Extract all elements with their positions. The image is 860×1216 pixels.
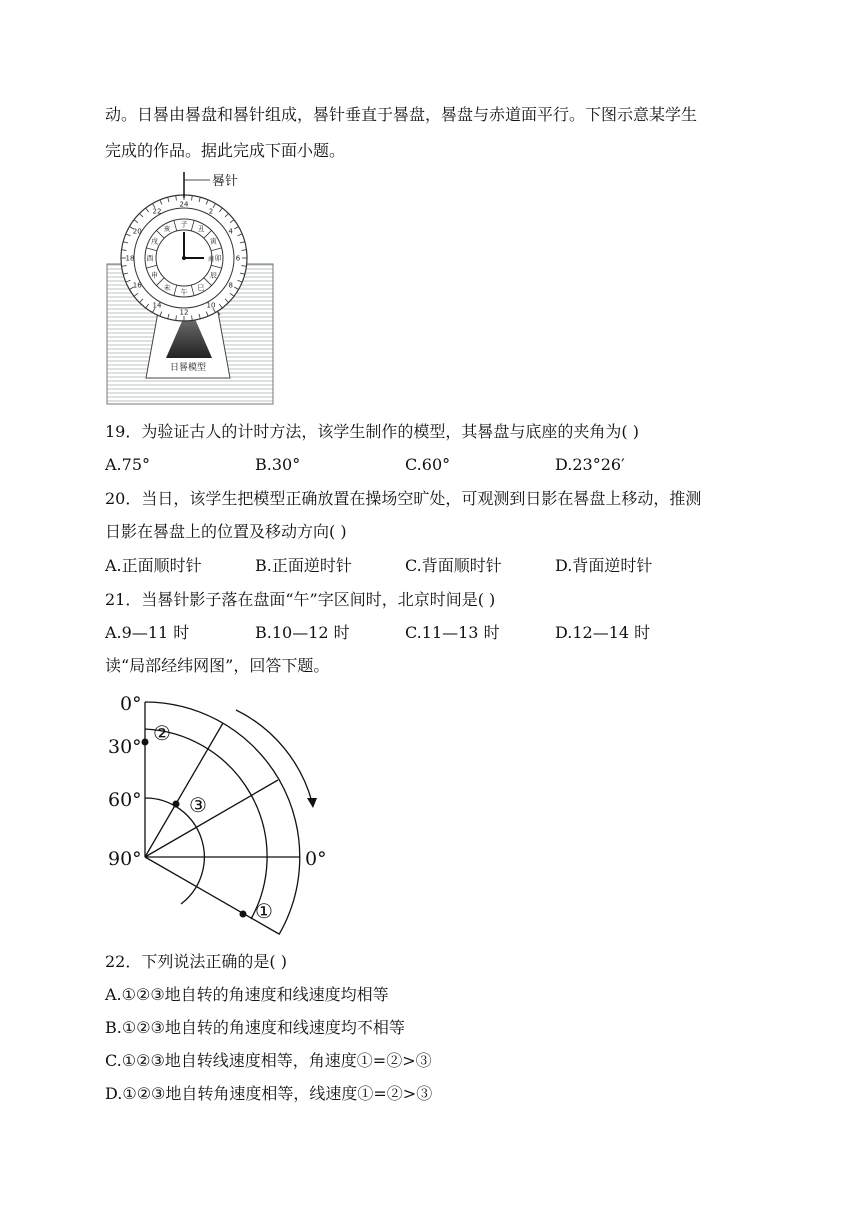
q22-option-d[interactable]: D.①②③地自转角速度相等，线速度①=②>③ [105, 1084, 433, 1103]
branch-character: 午 [180, 288, 188, 297]
q19-option-b[interactable]: B.30° [255, 455, 301, 474]
base-label: 日晷模型 [169, 363, 207, 373]
point-1-dot [240, 911, 247, 918]
point-2-dot [142, 739, 149, 746]
hour-number: 14 [152, 301, 162, 310]
branch-character: 亥 [163, 225, 171, 234]
lat-label-90: 90° [108, 848, 142, 870]
read-instruction: 读“局部经纬网图”，回答下题。 [105, 656, 330, 675]
hour-number: 8 [228, 281, 233, 290]
q20-option-c[interactable]: C.背面顺时针 [405, 556, 502, 575]
hour-number: 12 [179, 308, 189, 317]
branch-character: 未 [163, 283, 171, 292]
q21-option-d[interactable]: D.12—14 时 [555, 623, 651, 642]
q22-stem: 22．下列说法正确的是( ) [105, 952, 287, 971]
q20-option-b[interactable]: B.正面逆时针 [255, 556, 352, 575]
q20-stem-line-2: 日影在晷盘上的位置及移动方向( ) [105, 522, 347, 541]
q20-option-a[interactable]: A.正面顺时针 [105, 556, 202, 575]
q22-option-a[interactable]: A.①②③地自转的角速度和线速度均相等 [105, 985, 389, 1004]
hour-number: 22 [152, 207, 162, 216]
branch-character: 丑 [197, 225, 205, 234]
lat-label-60: 60° [108, 789, 142, 811]
hour-number: 2 [208, 207, 214, 216]
branch-character: 申 [151, 271, 159, 280]
q19-option-c[interactable]: C.60° [405, 455, 451, 474]
south-label: 南 [208, 256, 215, 263]
lat-label-0: 0° [120, 693, 142, 715]
q21-stem: 21．当晷针影子落在盘面“午”字区间时，北京时间是( ) [105, 590, 496, 609]
q22-option-c[interactable]: C.①②③地自转线速度相等，角速度①=②>③ [105, 1051, 432, 1070]
q20-option-d[interactable]: D.背面逆时针 [555, 556, 653, 575]
q19-option-a[interactable]: A.75° [105, 455, 150, 474]
hour-number: 16 [132, 281, 142, 290]
hour-number: 18 [125, 254, 135, 263]
lat-label-30: 30° [108, 736, 142, 758]
intro-line-2: 完成的作品。据此完成下面小题。 [105, 141, 346, 160]
branch-character: 寅 [209, 237, 217, 246]
branch-character: 辰 [209, 271, 217, 280]
branch-character: 子 [180, 220, 188, 229]
intro-line-1: 动。日晷由晷盘和晷针组成，晷针垂直于晷盘，晷盘与赤道面平行。下图示意某学生 [105, 105, 698, 124]
sundial-figure [100, 170, 280, 406]
branch-character: 巳 [197, 283, 205, 292]
q21-option-b[interactable]: B.10—12 时 [255, 623, 350, 642]
graticule-figure [100, 690, 340, 940]
hour-number: 24 [179, 200, 189, 209]
branch-character: 戌 [151, 237, 159, 246]
point-3-label: ③ [189, 793, 207, 817]
point-1-label: ① [255, 899, 273, 923]
lon-label-0: 0° [305, 848, 327, 870]
gnomon-label: 晷针 [212, 174, 239, 189]
branch-character: 酉 [146, 254, 154, 263]
q19-stem: 19．为验证古人的计时方法，该学生制作的模型，其晷盘与底座的夹角为( ) [105, 422, 639, 441]
q19-option-d[interactable]: D.23°26′ [555, 455, 625, 474]
branch-character: 卯 [214, 254, 222, 263]
hour-number: 6 [235, 254, 241, 263]
hour-number: 4 [228, 227, 233, 236]
hour-number: 20 [132, 227, 142, 236]
q22-option-b[interactable]: B.①②③地自转的角速度和线速度均不相等 [105, 1018, 405, 1037]
hour-number: 10 [206, 301, 216, 310]
point-2-label: ② [153, 721, 171, 745]
q21-option-a[interactable]: A.9—11 时 [105, 623, 190, 642]
q20-stem-line-1: 20．当日，该学生把模型正确放置在操场空旷处，可观测到日影在晷盘上移动，推测 [105, 489, 702, 508]
point-3-dot [173, 801, 180, 808]
q21-option-c[interactable]: C.11—13 时 [405, 623, 500, 642]
